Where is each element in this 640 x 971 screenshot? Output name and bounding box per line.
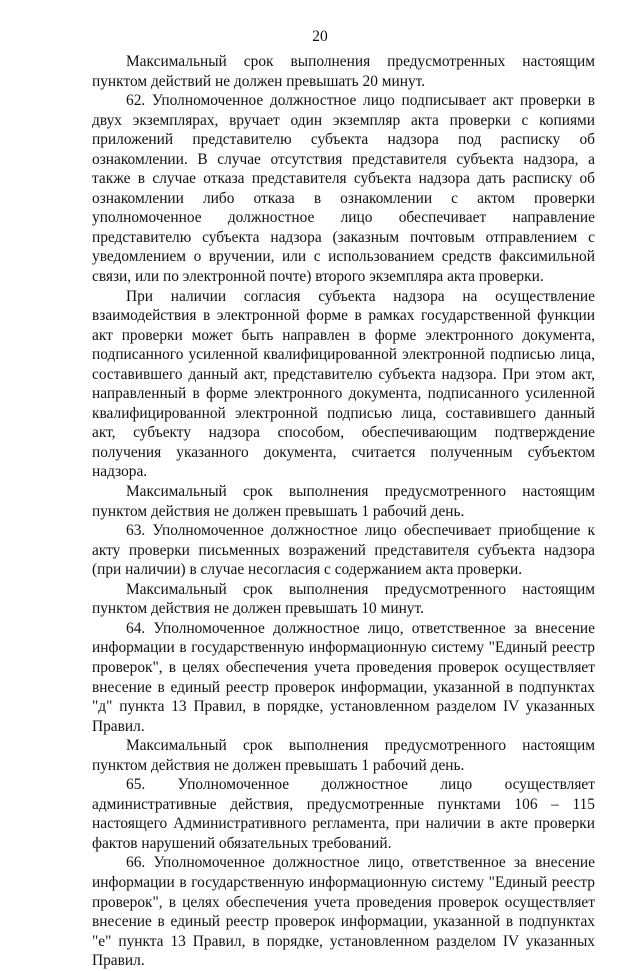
paragraph: Максимальный срок выполнения предусмотренного настоящим пунктом действия не должен превышать 1 рабочий день. xyxy=(92,483,595,520)
paragraph: 66. Уполномоченное должностное лицо, ответственное за внесение информации в государственную информационную систему "Единый реестр проверок", в целях обеспечения учета проведения проверок осуществляет внесение в единый реестр проверок информации, указанной в подпунктах "е" пункта 13 Правил, в порядке, установленном разделом IV указанных Правил. xyxy=(92,854,595,970)
paragraph: Максимальный срок выполнения предусмотренных настоящим пунктом действий не должен превышать 20 минут. xyxy=(92,53,595,90)
paragraph: 64. Уполномоченное должностное лицо, ответственное за внесение информации в государственную информационную систему "Единый реестр проверок", в целях обеспечения учета проведения проверок осуществляет внесение в единый реестр проверок информации, указанной в подпунктах "д" пункта 13 Правил, в порядке, установленном разделом IV указанных Правил. xyxy=(92,619,595,735)
paragraph: 62. Уполномоченное должностное лицо подписывает акт проверки в двух экземплярах, вручает один экземпляр акта проверки с копиями приложений представителю субъекта надзора под расписку об ознакомлении. В случае отсутствия представителя субъекта надзора, а также в случае отказа представителя субъекта надзора дать расписку об ознакомлении либо отказа в ознакомлении с актом проверки уполномоченное должностное лицо обеспечивает направление представителю субъекта надзора (заказным почтовым отправлением с уведомлением о вручении, или с использованием средств факсимильной связи, или по электронной почте) второго экземпляра акта проверки. xyxy=(92,92,595,286)
paragraph: 63. Уполномоченное должностное лицо обеспечивает приобщение к акту проверки письменных возражений представителя субъекта надзора (при наличии) в случае несогласия с содержанием акта проверки. xyxy=(92,522,595,579)
paragraph: При наличии согласия субъекта надзора на осуществление взаимодействия в электронной форме в рамках государственной функции акт проверки может быть направлен в форме электронного документа, подписанного усиленной квалифицированной электронной подписью лица, составившего данный акт, представителю субъекта надзора. При этом акт, направленный в форме электронного документа, подписанного усиленной квалифицированной электронной подписью лица, составившего данный акт, субъекту надзора способом, обеспечивающим подтверждение получения указанного документа, считается полученным субъектом надзора. xyxy=(92,287,595,481)
document-body xyxy=(92,52,595,971)
page-number: 20 xyxy=(312,28,328,45)
paragraph: 65. Уполномоченное должностное лицо осуществляет административные действия, предусмотренные пунктами 106 – 115 настоящего Административного регламента, при наличии в акте проверки фактов нарушений обязательных требований. xyxy=(92,776,595,852)
paragraph: Максимальный срок выполнения предусмотренного настоящим пунктом действия не должен превышать 10 минут. xyxy=(92,580,595,618)
paragraph: Максимальный срок выполнения предусмотренного настоящим пунктом действия не должен превышать 1 рабочий день. xyxy=(92,737,595,774)
